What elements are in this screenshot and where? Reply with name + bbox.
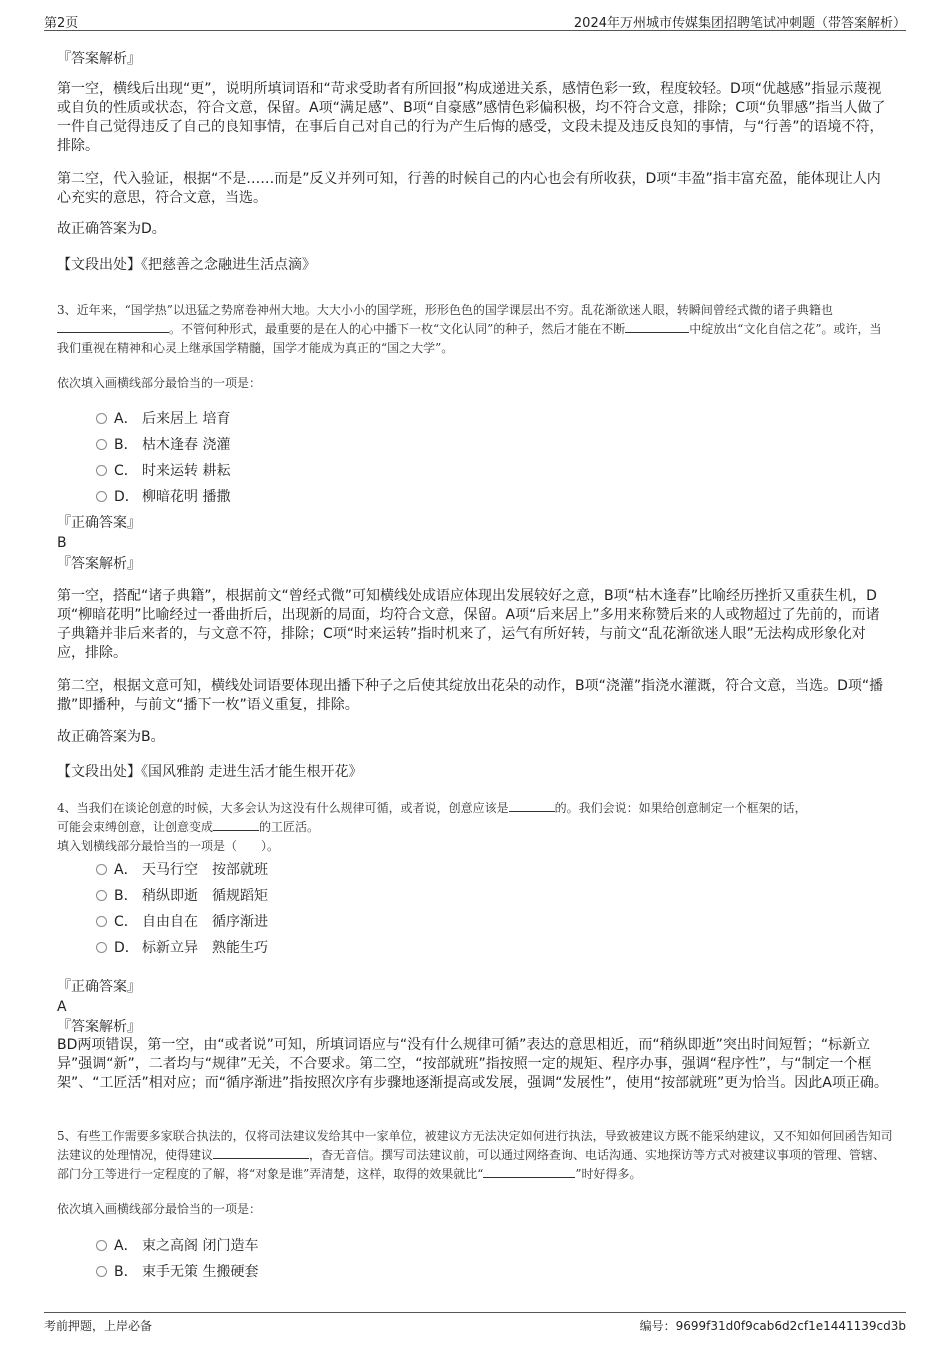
q4-option-c[interactable]: C． 自由自在 循序渐进 bbox=[96, 912, 268, 932]
radio-icon[interactable] bbox=[96, 465, 107, 476]
q4-stem: 4、当我们在谈论创意的时候，大多会认为这没有什么规律可循，或者说，创意应该是 的。我们会说：如果给创意制定一个框架的话， 可能会束缚创意，让创意变成 的工匠活。 bbox=[57, 801, 807, 834]
q3-analysis-para1: 第一空，搭配“诸子典籍”，根据前文“曾经式微”可知横线处成语应体现出发展较好之意，B项“枯木逢春”比喻经历挫折又重获生机，D项“柳暗花明”比喻经过一番曲折后，出现新的局面，均符合文意，保留。A项“后来居上”多用来称赞后来的人或物超过了先前的，而诸子典籍并非后来者的，与文意不符，排除；C项“时来运转”指时机来了，运气有所好转，与前文“乱花渐欲迷人眼”无法构成形象化对应，排除。 bbox=[57, 588, 880, 661]
q3-source: 【文段出处】《国风雅韵 走进生活才能生根开花》 bbox=[57, 764, 363, 780]
q3-option-d[interactable]: D． 柳暗花明 播撒 bbox=[96, 487, 230, 507]
blank bbox=[509, 799, 555, 812]
blank bbox=[483, 1165, 575, 1178]
q2-analysis-para1: 第一空，横线后出现“更”，说明所填词语和“苛求受助者有所回报”构成递进关系，感情色彩一致，程度较轻。D项“优越感”指显示蔑视或自负的性质或状态，符合文意，保留。A项“满足感”、B项“自豪感”感情色彩偏积极，均不符合文意，排除；C项“负罪感”指当人做了一件自己觉得违反了自己的良知事情，在事后自己对自己的行为产生后悔的感受，文段未提及违反良知的事情，与“行善”的语境不符，排除。 bbox=[57, 81, 886, 154]
q2-analysis-label: 『答案解析』 bbox=[57, 51, 141, 67]
document-title: 2024年万州城市传媒集团招聘笔试冲刺题（带答案解析） bbox=[573, 16, 906, 31]
q4-analysis-para1: BD两项错误，第一空，由“或者说”可知，所填词语应与“没有什么规律可循”表达的意思相近，而“稍纵即逝”突出时间短暂；“标新立异”强调“新”，二者均与“规律”无关，不合要求。第二空，“按部就班”指按照一定的规矩、程序办事，强调“程序性”，与“制定一个框架”、“工匠活”相对应；而“循序渐进”指按照次序有步骤地逐渐提高或发展，强调“发展性”，使用“按部就班”更为恰当。因此A项正确。 bbox=[57, 1037, 888, 1091]
radio-icon[interactable] bbox=[96, 413, 107, 424]
q3-option-b[interactable]: B． 枯木逢春 浇灌 bbox=[96, 435, 230, 455]
radio-icon[interactable] bbox=[96, 864, 107, 875]
blank bbox=[213, 1146, 309, 1159]
q3-conclusion: 故正确答案为B。 bbox=[57, 729, 165, 745]
q4-answer: A bbox=[57, 999, 67, 1015]
q2-source: 【文段出处】《把慈善之念融进生活点滴》 bbox=[57, 257, 316, 273]
q4-prompt: 填入划横线部分最恰当的一项是（ ）。 bbox=[57, 839, 280, 853]
q3-option-c[interactable]: C． 时来运转 耕耘 bbox=[96, 461, 230, 481]
q3-prompt: 依次填入画横线部分最恰当的一项是： bbox=[57, 376, 262, 390]
document-id: 编号：9699f31d0f9cab6d2cf1e1441139cd3b bbox=[639, 1319, 906, 1333]
q3-stem: 3、近年来，“国学热”以迅猛之势席卷神州大地。大大小小的国学班，形形色色的国学课层出不穷。乱花渐欲迷人眼，转瞬间曾经式微的诸子典籍也。不管何种形式，最重要的是在人的心中播下一枚“文化认同”的种子，然后才能在不断 中绽放出“文化自信之花”。或许，当我们重视在精神和心灵上继承国学精髓，国学才能成为真正的“国之大学”。 bbox=[57, 303, 882, 355]
q4-option-a[interactable]: A． 天马行空 按部就班 bbox=[96, 860, 268, 880]
q4-analysis-label: 『答案解析』 bbox=[57, 1019, 141, 1035]
radio-icon[interactable] bbox=[96, 491, 107, 502]
page-number: 第2页 bbox=[44, 16, 79, 31]
blank bbox=[57, 320, 169, 333]
radio-icon[interactable] bbox=[96, 1266, 107, 1277]
q5-prompt: 依次填入画横线部分最恰当的一项是： bbox=[57, 1202, 262, 1216]
q5-option-b[interactable]: B． 束手无策 生搬硬套 bbox=[96, 1262, 258, 1282]
q3-answer-label: 『正确答案』 bbox=[57, 515, 141, 531]
q3-answer: B bbox=[57, 535, 67, 551]
q3-analysis-label: 『答案解析』 bbox=[57, 556, 141, 572]
radio-icon[interactable] bbox=[96, 890, 107, 901]
q2-analysis-para2: 第二空，代入验证，根据“不是……而是”反义并列可知，行善的时候自己的内心也会有所收获，D项“丰盈”指丰富充盈，能体现让人内心充实的意思，符合文意，当选。 bbox=[57, 171, 881, 206]
q5-option-a[interactable]: A． 束之高阁 闭门造车 bbox=[96, 1236, 258, 1256]
radio-icon[interactable] bbox=[96, 439, 107, 450]
radio-icon[interactable] bbox=[96, 942, 107, 953]
blank bbox=[213, 818, 259, 831]
q3-analysis-para2: 第二空，根据文意可知，横线处词语要体现出播下种子之后使其绽放出花朵的动作，B项“浇灌”指浇水灌溉，符合文意，当选。D项“播撒”即播种，与前文“播下一枚”语义重复，排除。 bbox=[57, 678, 884, 713]
q4-option-d[interactable]: D． 标新立异 熟能生巧 bbox=[96, 938, 268, 958]
q2-conclusion: 故正确答案为D。 bbox=[57, 221, 166, 237]
q4-option-b[interactable]: B． 稍纵即逝 循规蹈矩 bbox=[96, 886, 268, 906]
q3-option-a[interactable]: A． 后来居上 培育 bbox=[96, 409, 230, 429]
footer-slogan: 考前押题，上岸必备 bbox=[44, 1319, 153, 1333]
page-header bbox=[44, 8, 906, 31]
q4-answer-label: 『正确答案』 bbox=[57, 979, 141, 995]
q5-stem: 5、有些工作需要多家联合执法的，仅将司法建议发给其中一家单位，被建议方无法决定如何进行执法，导致被建议方既不能采纳建议，又不知如何回函告知司法建议的处理情况，使得建议 ，杳无音信。撰写司法建议前，可以通过网络查询、电话沟通、实地探访等方式对被建议事项的管理、管辖、部门分工等进行一定程度的了解，将“对象是谁”弄清楚，这样，取得的效果就比“ ”时好得多。 bbox=[57, 1129, 893, 1181]
radio-icon[interactable] bbox=[96, 1240, 107, 1251]
radio-icon[interactable] bbox=[96, 916, 107, 927]
page-footer bbox=[44, 1312, 906, 1335]
blank bbox=[625, 320, 689, 333]
